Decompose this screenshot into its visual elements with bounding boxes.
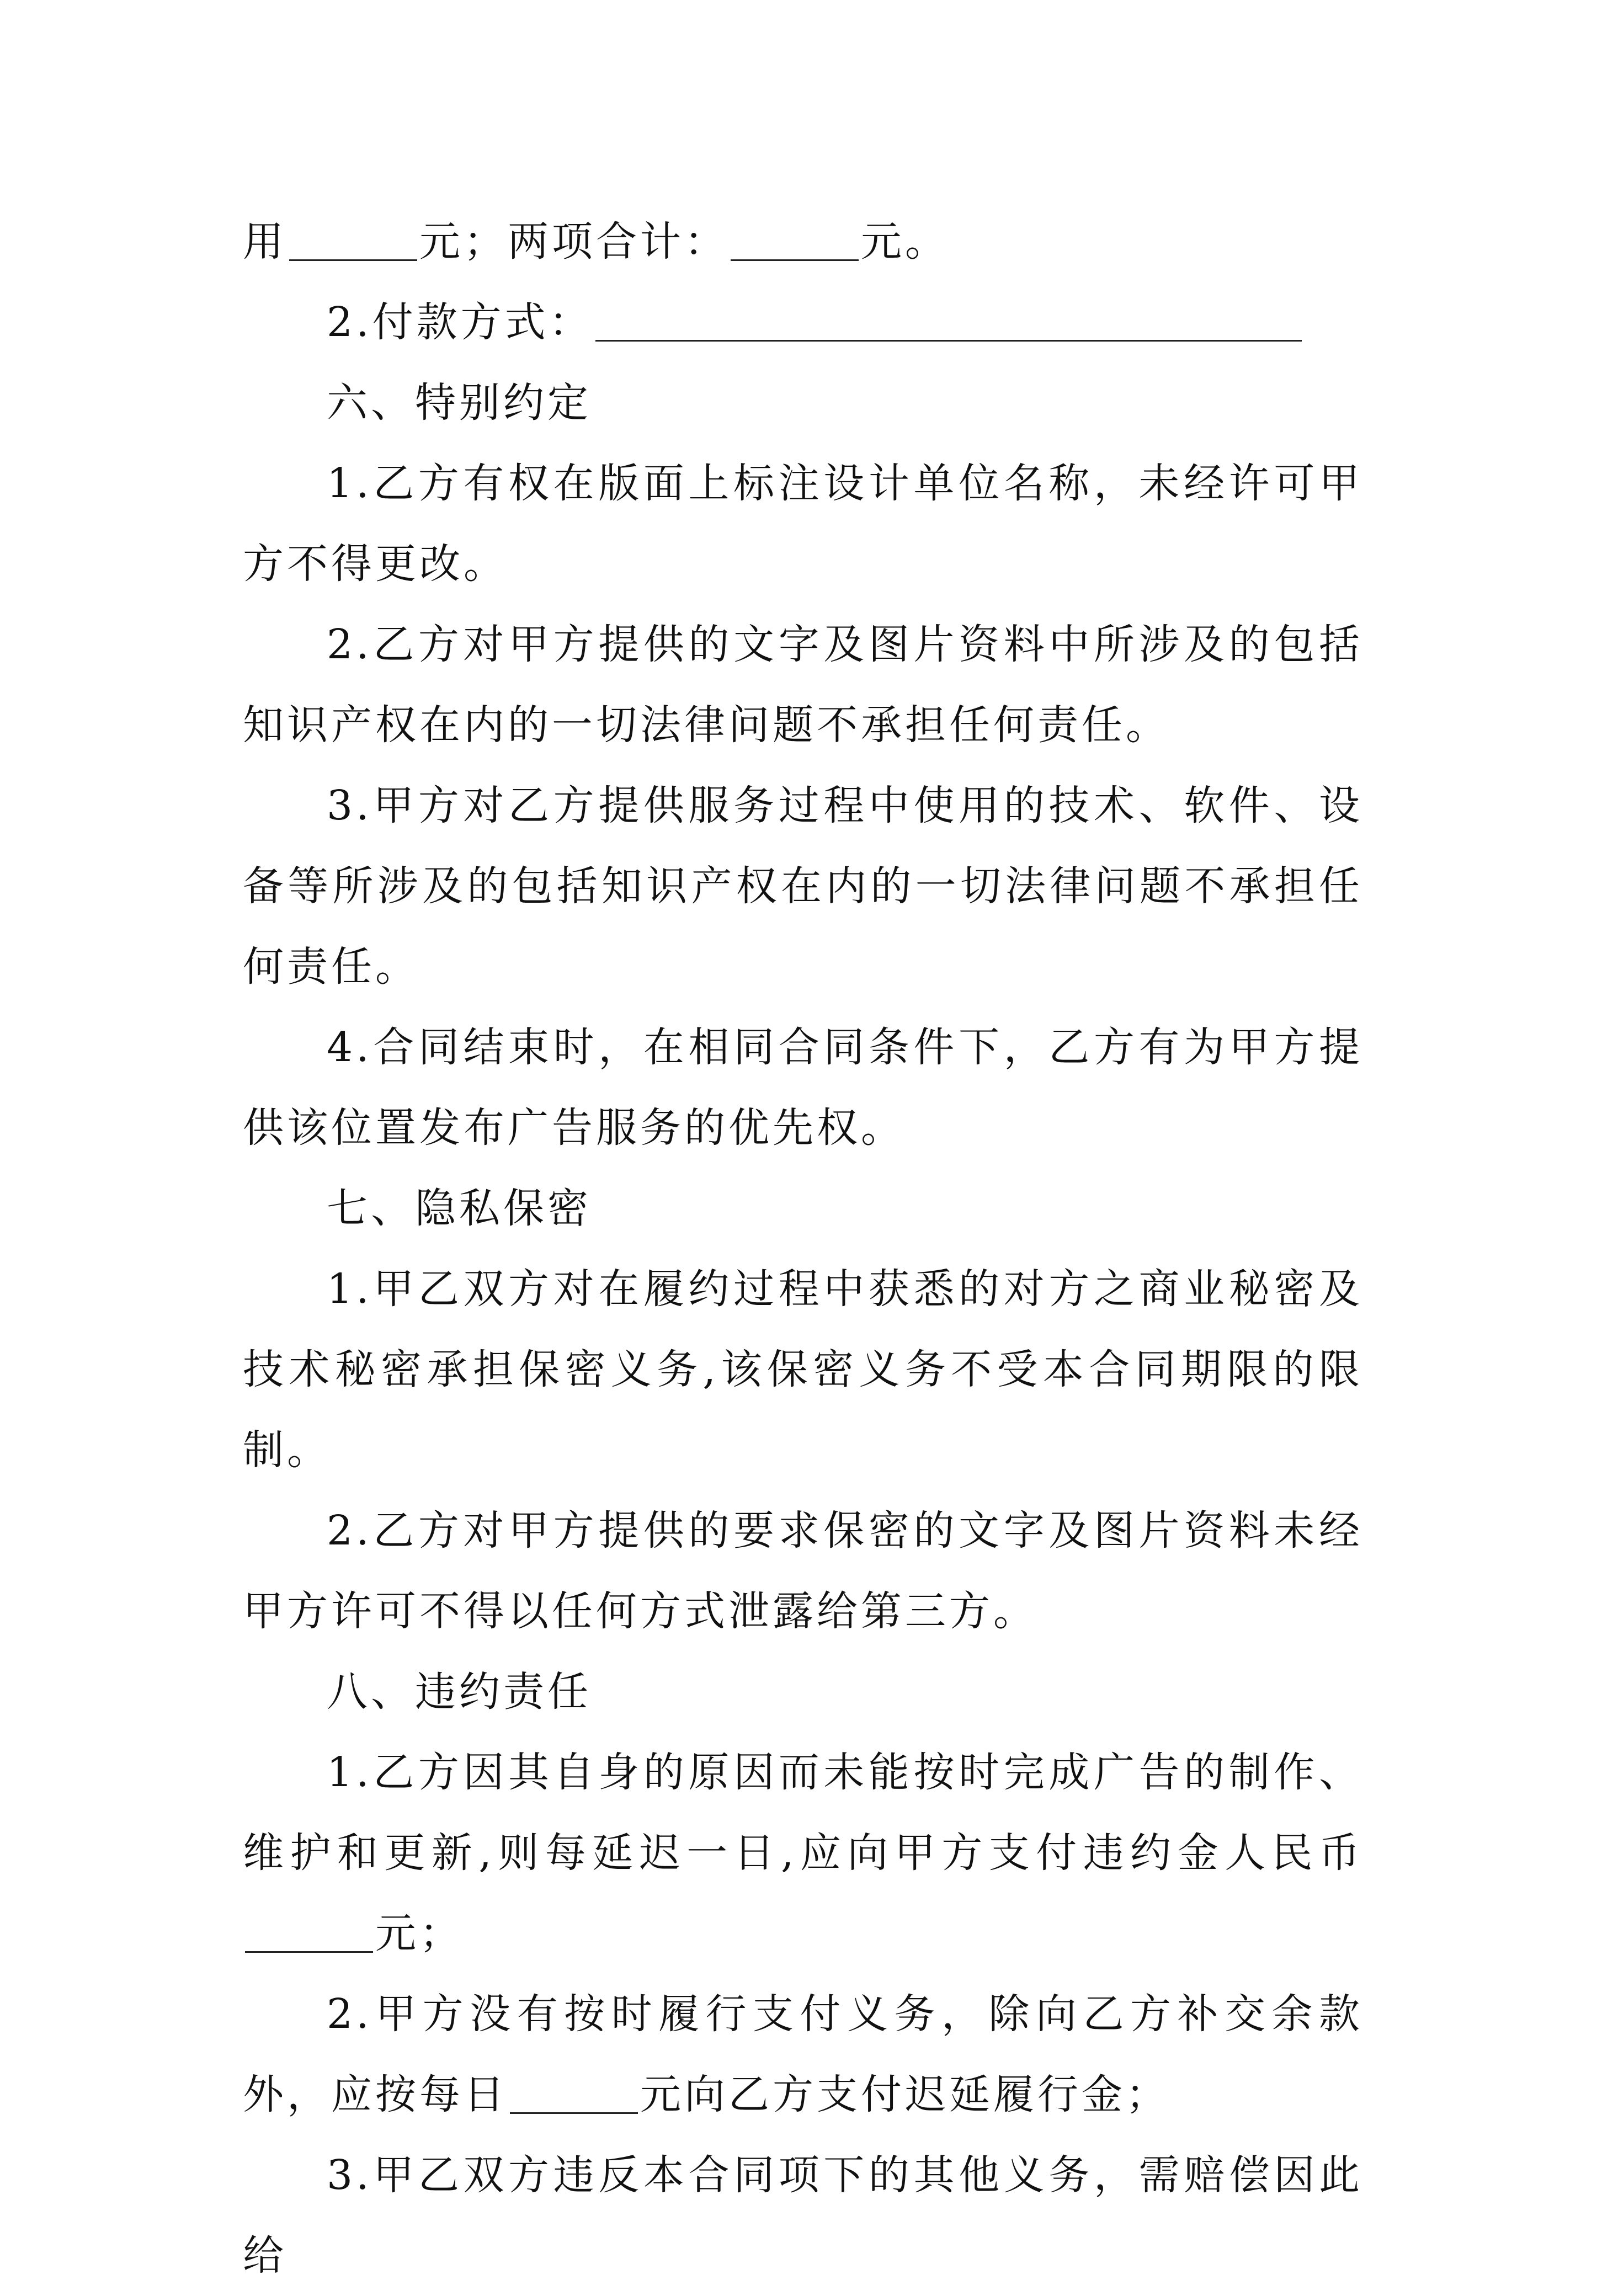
privacy-clause-1: 1.甲乙双方对在履约过程中获悉的对方之商业秘密及技术秘密承担保密义务,该保密义务不受本合同期限的限制。 [243, 1265, 1363, 1474]
section-heading-privacy: 七、隐私保密 [327, 1185, 592, 1232]
privacy-clause-2: 2.乙方对甲方提供的要求保密的文字及图片资料未经甲方许可不得以任何方式泄露给第三方。 [243, 1507, 1363, 1635]
special-clause-3: 3.甲方对乙方提供服务过程中使用的技术、软件、设备等所涉及的包括知识产权在内的一切法律问题不承担任何责任。 [243, 782, 1363, 990]
breach-clause-2 [243, 1974, 1363, 2135]
penalty-amount-blank [245, 1913, 373, 1953]
special-clause-2: 2.乙方对甲方提供的文字及图片资料中所涉及的包括知识产权在内的一切法律问题不承担任何责任。 [243, 621, 1363, 749]
section-heading-special: 六、特别约定 [327, 379, 592, 427]
breach-clause-3: 3.甲乙双方违反本合同项下的其他义务，需赔偿因此给 [243, 2151, 1363, 2279]
breach-clause-1-text: 1.乙方因其自身的原因而未能按时完成广告的制作、维护和更新,则每延迟一日,应向甲方支付违约金人民币 [243, 1749, 1363, 1877]
fee-amount-blank [289, 221, 417, 261]
payment-method-blank [595, 301, 1302, 342]
breach-clause-2-suffix: 元向乙方支付迟延履行金； [640, 2071, 1170, 2118]
breach-clause-1 [243, 1732, 1363, 1974]
fee-suffix: 元。 [861, 218, 949, 265]
payment-method-line [243, 282, 1363, 363]
breach-clause-1-suffix: 元； [375, 1910, 464, 1957]
fee-total-label: 元；两项合计： [419, 218, 728, 265]
special-clause-1: 1.乙方有权在版面上标注设计单位名称，未经许可甲方不得更改。 [243, 460, 1363, 588]
document-body [243, 201, 1363, 2296]
section-heading-breach: 八、违约责任 [327, 1668, 592, 1716]
special-clause-4: 4.合同结束时，在相同合同条件下，乙方有为甲方提供该位置发布广告服务的优先权。 [243, 1024, 1363, 1152]
fee-prefix: 用 [243, 218, 287, 265]
payment-method-label: 2.付款方式： [327, 299, 593, 346]
total-amount-blank [731, 221, 859, 261]
daily-late-fee-blank [510, 2074, 638, 2114]
breach-clause-2-text: 2.甲方没有按时履行支付义务，除向乙方补交余款外，应按每日 [243, 1990, 1363, 2118]
fee-total-line [243, 201, 1363, 282]
